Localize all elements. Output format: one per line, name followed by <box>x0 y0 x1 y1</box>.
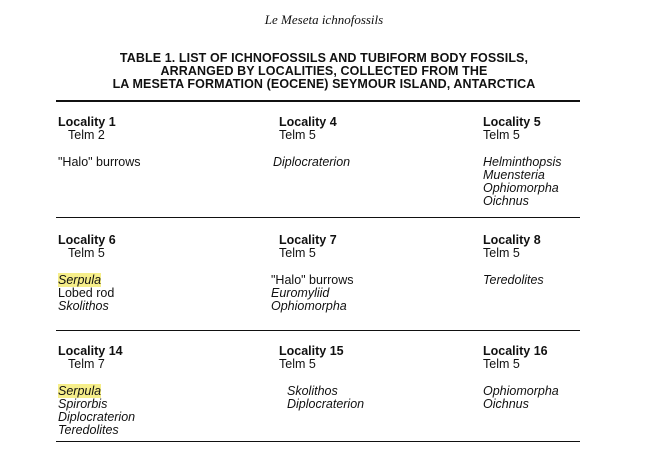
stratigraphic-unit: Telm 7 <box>68 357 105 371</box>
fossil-list <box>483 156 562 208</box>
fossil-text: Spirorbis <box>58 397 108 411</box>
fossil-text: Lobed rod <box>58 286 115 300</box>
fossil-text: Ophiomorpha <box>483 181 559 195</box>
locality-cell <box>58 234 116 313</box>
fossil-text: "Halo" burrows <box>58 155 141 169</box>
locality-cell <box>483 345 559 411</box>
fossil-text: Ophiomorpha <box>483 384 559 398</box>
fossil-text: Oichnus <box>483 397 529 411</box>
stratigraphic-unit: Telm 5 <box>279 357 316 371</box>
row-divider <box>56 217 580 218</box>
fossil-name <box>483 398 559 411</box>
fossil-list <box>483 385 559 411</box>
locality-name: Locality 4 <box>279 115 337 129</box>
stratigraphic-unit: Telm 5 <box>483 128 520 142</box>
fossil-text: Diplocraterion <box>58 410 136 424</box>
stratigraphic-unit: Telm 5 <box>68 246 105 260</box>
fossil-list <box>58 385 135 437</box>
stratigraphic-unit: Telm 5 <box>483 357 520 371</box>
locality-cell <box>58 116 141 169</box>
locality-name: Locality 8 <box>483 233 541 247</box>
fossil-list <box>58 274 116 313</box>
locality-cell <box>58 345 135 437</box>
table-top-rule <box>56 100 580 102</box>
row-divider <box>56 330 580 331</box>
fossil-text: Skolithos <box>58 299 109 313</box>
fossil-name <box>483 195 562 208</box>
fossil-name <box>273 156 350 169</box>
locality-cell <box>271 233 354 313</box>
locality-name: Locality 15 <box>279 344 344 358</box>
locality-cell <box>483 234 544 287</box>
table-title-line: ARRANGED BY LOCALITIES, COLLECTED FROM THE <box>160 64 488 78</box>
stratigraphic-unit: Telm 5 <box>279 246 316 260</box>
fossil-text: Skolithos <box>287 384 338 398</box>
fossil-list <box>287 385 364 411</box>
stratigraphic-unit: Telm 5 <box>279 128 316 142</box>
fossil-text: "Halo" burrows <box>271 273 354 287</box>
fossil-name <box>271 300 354 313</box>
fossil-text: Diplocraterion <box>273 155 351 169</box>
stratigraphic-unit: Telm 2 <box>68 128 105 142</box>
locality-name: Locality 5 <box>483 115 541 129</box>
table-title-line: LA MESETA FORMATION (EOCENE) SEYMOUR ISLAND, ANTARCTICA <box>112 77 536 91</box>
locality-name: Locality 1 <box>58 115 116 129</box>
table-title <box>0 52 648 91</box>
fossil-name <box>58 156 141 169</box>
fossil-list <box>273 156 350 169</box>
highlighted-text: Serpula <box>58 273 102 287</box>
table-bottom-rule <box>56 441 580 442</box>
locality-cell <box>279 345 364 411</box>
fossil-text: Helminthopsis <box>483 155 562 169</box>
fossil-name <box>58 300 116 313</box>
fossil-list <box>483 274 544 287</box>
fossil-text: Oichnus <box>483 194 529 208</box>
fossil-text: Teredolites <box>483 273 544 287</box>
fossil-name <box>287 398 364 411</box>
highlighted-text: Serpula <box>58 384 102 398</box>
fossil-text: Teredolites <box>58 423 119 437</box>
table-title-line: TABLE 1. LIST OF ICHNOFOSSILS AND TUBIFORM BODY FOSSILS, <box>119 51 529 65</box>
locality-cell <box>273 115 351 169</box>
running-head: Le Meseta ichnofossils <box>264 12 384 27</box>
fossil-name <box>483 274 544 287</box>
locality-name: Locality 16 <box>483 344 548 358</box>
fossil-text: Euromyliid <box>271 286 330 300</box>
locality-cell <box>483 116 562 208</box>
fossil-text: Diplocraterion <box>287 397 365 411</box>
fossil-list <box>271 274 354 313</box>
locality-name: Locality 14 <box>58 344 123 358</box>
locality-name: Locality 6 <box>58 233 116 247</box>
fossil-list <box>58 156 141 169</box>
fossil-text: Ophiomorpha <box>271 299 347 313</box>
stratigraphic-unit: Telm 5 <box>483 246 520 260</box>
fossil-text: Muensteria <box>483 168 545 182</box>
locality-name: Locality 7 <box>279 233 337 247</box>
fossil-name <box>58 424 135 437</box>
